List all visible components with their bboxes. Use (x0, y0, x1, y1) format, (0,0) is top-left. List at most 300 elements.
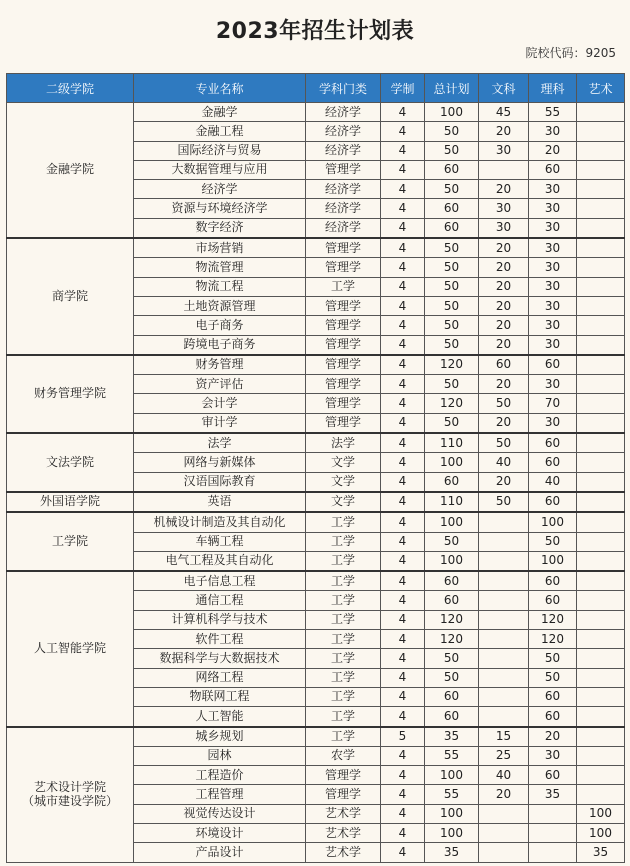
arts-cell: 60 (479, 355, 529, 375)
total-cell: 50 (425, 316, 479, 335)
science-cell: 60 (529, 571, 577, 591)
major-cell: 跨境电子商务 (134, 335, 306, 355)
major-cell: 电子信息工程 (134, 571, 306, 591)
header-discipline: 学科门类 (306, 74, 381, 103)
science-cell: 50 (529, 532, 577, 551)
arts-cell: 20 (479, 258, 529, 277)
total-cell: 60 (425, 160, 479, 179)
science-cell: 60 (529, 160, 577, 179)
major-cell: 计算机科学与技术 (134, 610, 306, 629)
duration-cell: 4 (381, 668, 425, 687)
major-cell: 经济学 (134, 180, 306, 199)
duration-cell: 4 (381, 492, 425, 512)
fine-arts-cell (577, 141, 625, 160)
fine-arts-cell: 35 (577, 843, 625, 862)
table-body (7, 103, 625, 863)
arts-cell: 20 (479, 238, 529, 258)
science-cell: 30 (529, 180, 577, 199)
total-cell: 50 (425, 258, 479, 277)
fine-arts-cell (577, 551, 625, 571)
total-cell: 100 (425, 823, 479, 842)
duration-cell: 4 (381, 394, 425, 413)
total-cell: 60 (425, 218, 479, 238)
major-cell: 大数据管理与应用 (134, 160, 306, 179)
science-cell: 30 (529, 258, 577, 277)
total-cell: 60 (425, 571, 479, 591)
header-arts: 文科 (479, 74, 529, 103)
major-cell: 国际经济与贸易 (134, 141, 306, 160)
enrollment-plan-table (6, 73, 625, 863)
fine-arts-cell (577, 218, 625, 238)
discipline-cell: 管理学 (306, 394, 381, 413)
college-cell (7, 492, 134, 512)
science-cell: 30 (529, 335, 577, 355)
major-cell: 数据科学与大数据技术 (134, 649, 306, 668)
science-cell: 60 (529, 707, 577, 727)
fine-arts-cell (577, 433, 625, 453)
arts-cell: 20 (479, 472, 529, 492)
science-cell: 60 (529, 766, 577, 785)
discipline-cell: 管理学 (306, 258, 381, 277)
fine-arts-cell (577, 727, 625, 747)
total-cell: 110 (425, 433, 479, 453)
discipline-cell: 工学 (306, 277, 381, 296)
total-cell: 50 (425, 122, 479, 141)
major-cell: 工程管理 (134, 785, 306, 804)
major-cell: 视觉传达设计 (134, 804, 306, 823)
total-cell: 60 (425, 472, 479, 492)
total-cell: 100 (425, 551, 479, 571)
discipline-cell: 农学 (306, 746, 381, 765)
arts-cell (479, 668, 529, 687)
science-cell: 30 (529, 316, 577, 335)
major-cell: 园林 (134, 746, 306, 765)
page-title: 2023年招生计划表 (215, 19, 415, 44)
college-cell (7, 355, 134, 433)
discipline-cell: 文学 (306, 472, 381, 492)
duration-cell: 4 (381, 512, 425, 532)
fine-arts-cell (577, 277, 625, 296)
duration-cell: 4 (381, 238, 425, 258)
duration-cell: 4 (381, 843, 425, 862)
duration-cell: 4 (381, 707, 425, 727)
total-cell: 50 (425, 649, 479, 668)
arts-cell: 40 (479, 453, 529, 472)
discipline-cell: 工学 (306, 727, 381, 747)
science-cell: 30 (529, 218, 577, 238)
fine-arts-cell (577, 122, 625, 141)
arts-cell (479, 823, 529, 842)
fine-arts-cell (577, 335, 625, 355)
science-cell: 120 (529, 610, 577, 629)
duration-cell: 4 (381, 375, 425, 394)
arts-cell (479, 551, 529, 571)
fine-arts-cell: 100 (577, 823, 625, 842)
duration-cell: 4 (381, 610, 425, 629)
science-cell: 30 (529, 238, 577, 258)
total-cell: 60 (425, 707, 479, 727)
discipline-cell: 经济学 (306, 218, 381, 238)
fine-arts-cell (577, 238, 625, 258)
fine-arts-cell (577, 512, 625, 532)
major-cell: 物联网工程 (134, 687, 306, 706)
duration-cell: 4 (381, 355, 425, 375)
college-name: 艺术设计学院 (33, 780, 106, 795)
discipline-cell: 管理学 (306, 335, 381, 355)
college-name: 金融学院 (45, 162, 94, 177)
fine-arts-cell (577, 630, 625, 649)
duration-cell: 4 (381, 551, 425, 571)
fine-arts-cell (577, 707, 625, 727)
discipline-cell: 经济学 (306, 103, 381, 122)
total-cell: 50 (425, 335, 479, 355)
college-cell (7, 571, 134, 726)
total-cell: 100 (425, 453, 479, 472)
total-cell: 60 (425, 591, 479, 610)
total-cell: 120 (425, 630, 479, 649)
arts-cell: 30 (479, 141, 529, 160)
major-cell: 网络工程 (134, 668, 306, 687)
major-cell: 财务管理 (134, 355, 306, 375)
duration-cell: 4 (381, 766, 425, 785)
duration-cell: 4 (381, 823, 425, 842)
arts-cell (479, 610, 529, 629)
total-cell: 120 (425, 610, 479, 629)
fine-arts-cell (577, 413, 625, 433)
major-cell: 人工智能 (134, 707, 306, 727)
fine-arts-cell (577, 316, 625, 335)
table-row (7, 571, 625, 591)
major-cell: 机械设计制造及其自动化 (134, 512, 306, 532)
major-cell: 资产评估 (134, 375, 306, 394)
arts-cell (479, 532, 529, 551)
discipline-cell: 工学 (306, 591, 381, 610)
major-cell: 市场营销 (134, 238, 306, 258)
fine-arts-cell (577, 668, 625, 687)
science-cell: 100 (529, 551, 577, 571)
table-row (7, 492, 625, 512)
duration-cell: 4 (381, 630, 425, 649)
major-cell: 软件工程 (134, 630, 306, 649)
college-cell (7, 727, 134, 863)
major-cell: 车辆工程 (134, 532, 306, 551)
table-row (7, 103, 625, 122)
discipline-cell: 管理学 (306, 316, 381, 335)
discipline-cell: 管理学 (306, 160, 381, 179)
major-cell: 法学 (134, 433, 306, 453)
header-fine-arts: 艺术 (577, 74, 625, 103)
science-cell: 30 (529, 122, 577, 141)
major-cell: 物流管理 (134, 258, 306, 277)
major-cell: 物流工程 (134, 277, 306, 296)
college-name: （城市建设学院） (21, 793, 118, 808)
arts-cell (479, 843, 529, 862)
arts-cell: 20 (479, 316, 529, 335)
arts-cell (479, 512, 529, 532)
discipline-cell: 文学 (306, 492, 381, 512)
discipline-cell: 工学 (306, 630, 381, 649)
school-code: 院校代码：9205 (525, 46, 616, 60)
total-cell: 120 (425, 355, 479, 375)
duration-cell: 4 (381, 591, 425, 610)
fine-arts-cell (577, 785, 625, 804)
fine-arts-cell (577, 472, 625, 492)
discipline-cell: 管理学 (306, 766, 381, 785)
discipline-cell: 法学 (306, 433, 381, 453)
header-college: 二级学院 (7, 74, 134, 103)
total-cell: 35 (425, 727, 479, 747)
table-row (7, 433, 625, 453)
science-cell: 30 (529, 296, 577, 315)
total-cell: 50 (425, 296, 479, 315)
arts-cell (479, 591, 529, 610)
total-cell: 100 (425, 766, 479, 785)
discipline-cell: 经济学 (306, 180, 381, 199)
science-cell (529, 804, 577, 823)
discipline-cell: 工学 (306, 571, 381, 591)
major-cell: 环境设计 (134, 823, 306, 842)
total-cell: 50 (425, 277, 479, 296)
fine-arts-cell (577, 199, 625, 218)
science-cell: 20 (529, 727, 577, 747)
duration-cell: 4 (381, 296, 425, 315)
major-cell: 土地资源管理 (134, 296, 306, 315)
discipline-cell: 经济学 (306, 141, 381, 160)
science-cell: 70 (529, 394, 577, 413)
science-cell: 30 (529, 375, 577, 394)
total-cell: 100 (425, 512, 479, 532)
science-cell: 100 (529, 512, 577, 532)
major-cell: 电气工程及其自动化 (134, 551, 306, 571)
major-cell: 会计学 (134, 394, 306, 413)
table-header-row (7, 74, 625, 103)
arts-cell: 50 (479, 492, 529, 512)
major-cell: 网络与新媒体 (134, 453, 306, 472)
arts-cell: 30 (479, 199, 529, 218)
college-name: 人工智能学院 (33, 641, 106, 656)
fine-arts-cell (577, 532, 625, 551)
discipline-cell: 艺术学 (306, 804, 381, 823)
science-cell (529, 823, 577, 842)
major-cell: 金融学 (134, 103, 306, 122)
arts-cell: 50 (479, 433, 529, 453)
duration-cell: 4 (381, 649, 425, 668)
duration-cell: 4 (381, 316, 425, 335)
arts-cell: 20 (479, 277, 529, 296)
total-cell: 50 (425, 668, 479, 687)
major-cell: 通信工程 (134, 591, 306, 610)
total-cell: 50 (425, 238, 479, 258)
arts-cell: 30 (479, 218, 529, 238)
fine-arts-cell: 100 (577, 804, 625, 823)
science-cell: 30 (529, 746, 577, 765)
college-cell (7, 238, 134, 355)
fine-arts-cell (577, 766, 625, 785)
discipline-cell: 管理学 (306, 785, 381, 804)
major-cell: 工程造价 (134, 766, 306, 785)
college-name: 外国语学院 (39, 494, 100, 509)
science-cell: 60 (529, 492, 577, 512)
header-total: 总计划 (425, 74, 479, 103)
fine-arts-cell (577, 687, 625, 706)
college-name: 工学院 (51, 534, 88, 549)
arts-cell (479, 707, 529, 727)
total-cell: 120 (425, 394, 479, 413)
duration-cell: 4 (381, 804, 425, 823)
arts-cell: 20 (479, 413, 529, 433)
discipline-cell: 工学 (306, 707, 381, 727)
fine-arts-cell (577, 610, 625, 629)
duration-cell: 4 (381, 103, 425, 122)
science-cell: 20 (529, 141, 577, 160)
discipline-cell: 管理学 (306, 375, 381, 394)
total-cell: 110 (425, 492, 479, 512)
total-cell: 50 (425, 375, 479, 394)
major-cell: 电子商务 (134, 316, 306, 335)
arts-cell: 20 (479, 335, 529, 355)
header-science: 理科 (529, 74, 577, 103)
duration-cell: 4 (381, 571, 425, 591)
arts-cell (479, 160, 529, 179)
arts-cell: 15 (479, 727, 529, 747)
discipline-cell: 工学 (306, 551, 381, 571)
discipline-cell: 工学 (306, 532, 381, 551)
arts-cell (479, 687, 529, 706)
discipline-cell: 工学 (306, 649, 381, 668)
major-cell: 英语 (134, 492, 306, 512)
fine-arts-cell (577, 180, 625, 199)
discipline-cell: 管理学 (306, 355, 381, 375)
arts-cell: 20 (479, 785, 529, 804)
college-cell (7, 103, 134, 239)
arts-cell (479, 571, 529, 591)
science-cell: 50 (529, 649, 577, 668)
arts-cell: 20 (479, 375, 529, 394)
table-row (7, 727, 625, 747)
duration-cell: 4 (381, 160, 425, 179)
total-cell: 50 (425, 413, 479, 433)
duration-cell: 4 (381, 687, 425, 706)
science-cell: 60 (529, 453, 577, 472)
duration-cell: 4 (381, 141, 425, 160)
college-cell (7, 512, 134, 571)
total-cell: 50 (425, 532, 479, 551)
arts-cell (479, 630, 529, 649)
science-cell: 40 (529, 472, 577, 492)
total-cell: 100 (425, 804, 479, 823)
table-row (7, 512, 625, 532)
discipline-cell: 工学 (306, 687, 381, 706)
discipline-cell: 管理学 (306, 413, 381, 433)
discipline-cell: 管理学 (306, 238, 381, 258)
duration-cell: 4 (381, 472, 425, 492)
total-cell: 60 (425, 199, 479, 218)
table-row (7, 355, 625, 375)
fine-arts-cell (577, 394, 625, 413)
duration-cell: 4 (381, 258, 425, 277)
discipline-cell: 工学 (306, 610, 381, 629)
discipline-cell: 艺术学 (306, 843, 381, 862)
college-name: 商学院 (51, 288, 88, 303)
major-cell: 数字经济 (134, 218, 306, 238)
college-cell (7, 433, 134, 492)
duration-cell: 4 (381, 199, 425, 218)
duration-cell: 4 (381, 180, 425, 199)
science-cell: 55 (529, 103, 577, 122)
duration-cell: 4 (381, 277, 425, 296)
science-cell: 60 (529, 687, 577, 706)
science-cell: 30 (529, 199, 577, 218)
fine-arts-cell (577, 453, 625, 472)
fine-arts-cell (577, 571, 625, 591)
fine-arts-cell (577, 591, 625, 610)
science-cell: 50 (529, 668, 577, 687)
fine-arts-cell (577, 160, 625, 179)
header-duration: 学制 (381, 74, 425, 103)
major-cell: 审计学 (134, 413, 306, 433)
college-name: 财务管理学院 (33, 386, 106, 401)
major-cell: 资源与环境经济学 (134, 199, 306, 218)
science-cell: 120 (529, 630, 577, 649)
major-cell: 产品设计 (134, 843, 306, 862)
discipline-cell: 文学 (306, 453, 381, 472)
science-cell: 60 (529, 355, 577, 375)
total-cell: 100 (425, 103, 479, 122)
duration-cell: 4 (381, 785, 425, 804)
science-cell: 60 (529, 433, 577, 453)
total-cell: 55 (425, 785, 479, 804)
discipline-cell: 工学 (306, 512, 381, 532)
fine-arts-cell (577, 649, 625, 668)
arts-cell: 20 (479, 122, 529, 141)
discipline-cell: 艺术学 (306, 823, 381, 842)
arts-cell: 20 (479, 296, 529, 315)
arts-cell: 50 (479, 394, 529, 413)
fine-arts-cell (577, 746, 625, 765)
fine-arts-cell (577, 258, 625, 277)
total-cell: 55 (425, 746, 479, 765)
table-row (7, 238, 625, 258)
arts-cell: 20 (479, 180, 529, 199)
discipline-cell: 工学 (306, 668, 381, 687)
college-name: 文法学院 (45, 454, 94, 469)
major-cell: 金融工程 (134, 122, 306, 141)
duration-cell: 4 (381, 746, 425, 765)
science-cell: 30 (529, 413, 577, 433)
duration-cell: 4 (381, 218, 425, 238)
fine-arts-cell (577, 355, 625, 375)
duration-cell: 4 (381, 433, 425, 453)
science-cell (529, 843, 577, 862)
science-cell: 60 (529, 591, 577, 610)
total-cell: 50 (425, 141, 479, 160)
fine-arts-cell (577, 296, 625, 315)
fine-arts-cell (577, 103, 625, 122)
duration-cell: 5 (381, 727, 425, 747)
discipline-cell: 经济学 (306, 122, 381, 141)
arts-cell (479, 649, 529, 668)
science-cell: 35 (529, 785, 577, 804)
major-cell: 汉语国际教育 (134, 472, 306, 492)
duration-cell: 4 (381, 532, 425, 551)
major-cell: 城乡规划 (134, 727, 306, 747)
fine-arts-cell (577, 375, 625, 394)
arts-cell (479, 804, 529, 823)
total-cell: 50 (425, 180, 479, 199)
arts-cell: 25 (479, 746, 529, 765)
arts-cell: 40 (479, 766, 529, 785)
total-cell: 35 (425, 843, 479, 862)
